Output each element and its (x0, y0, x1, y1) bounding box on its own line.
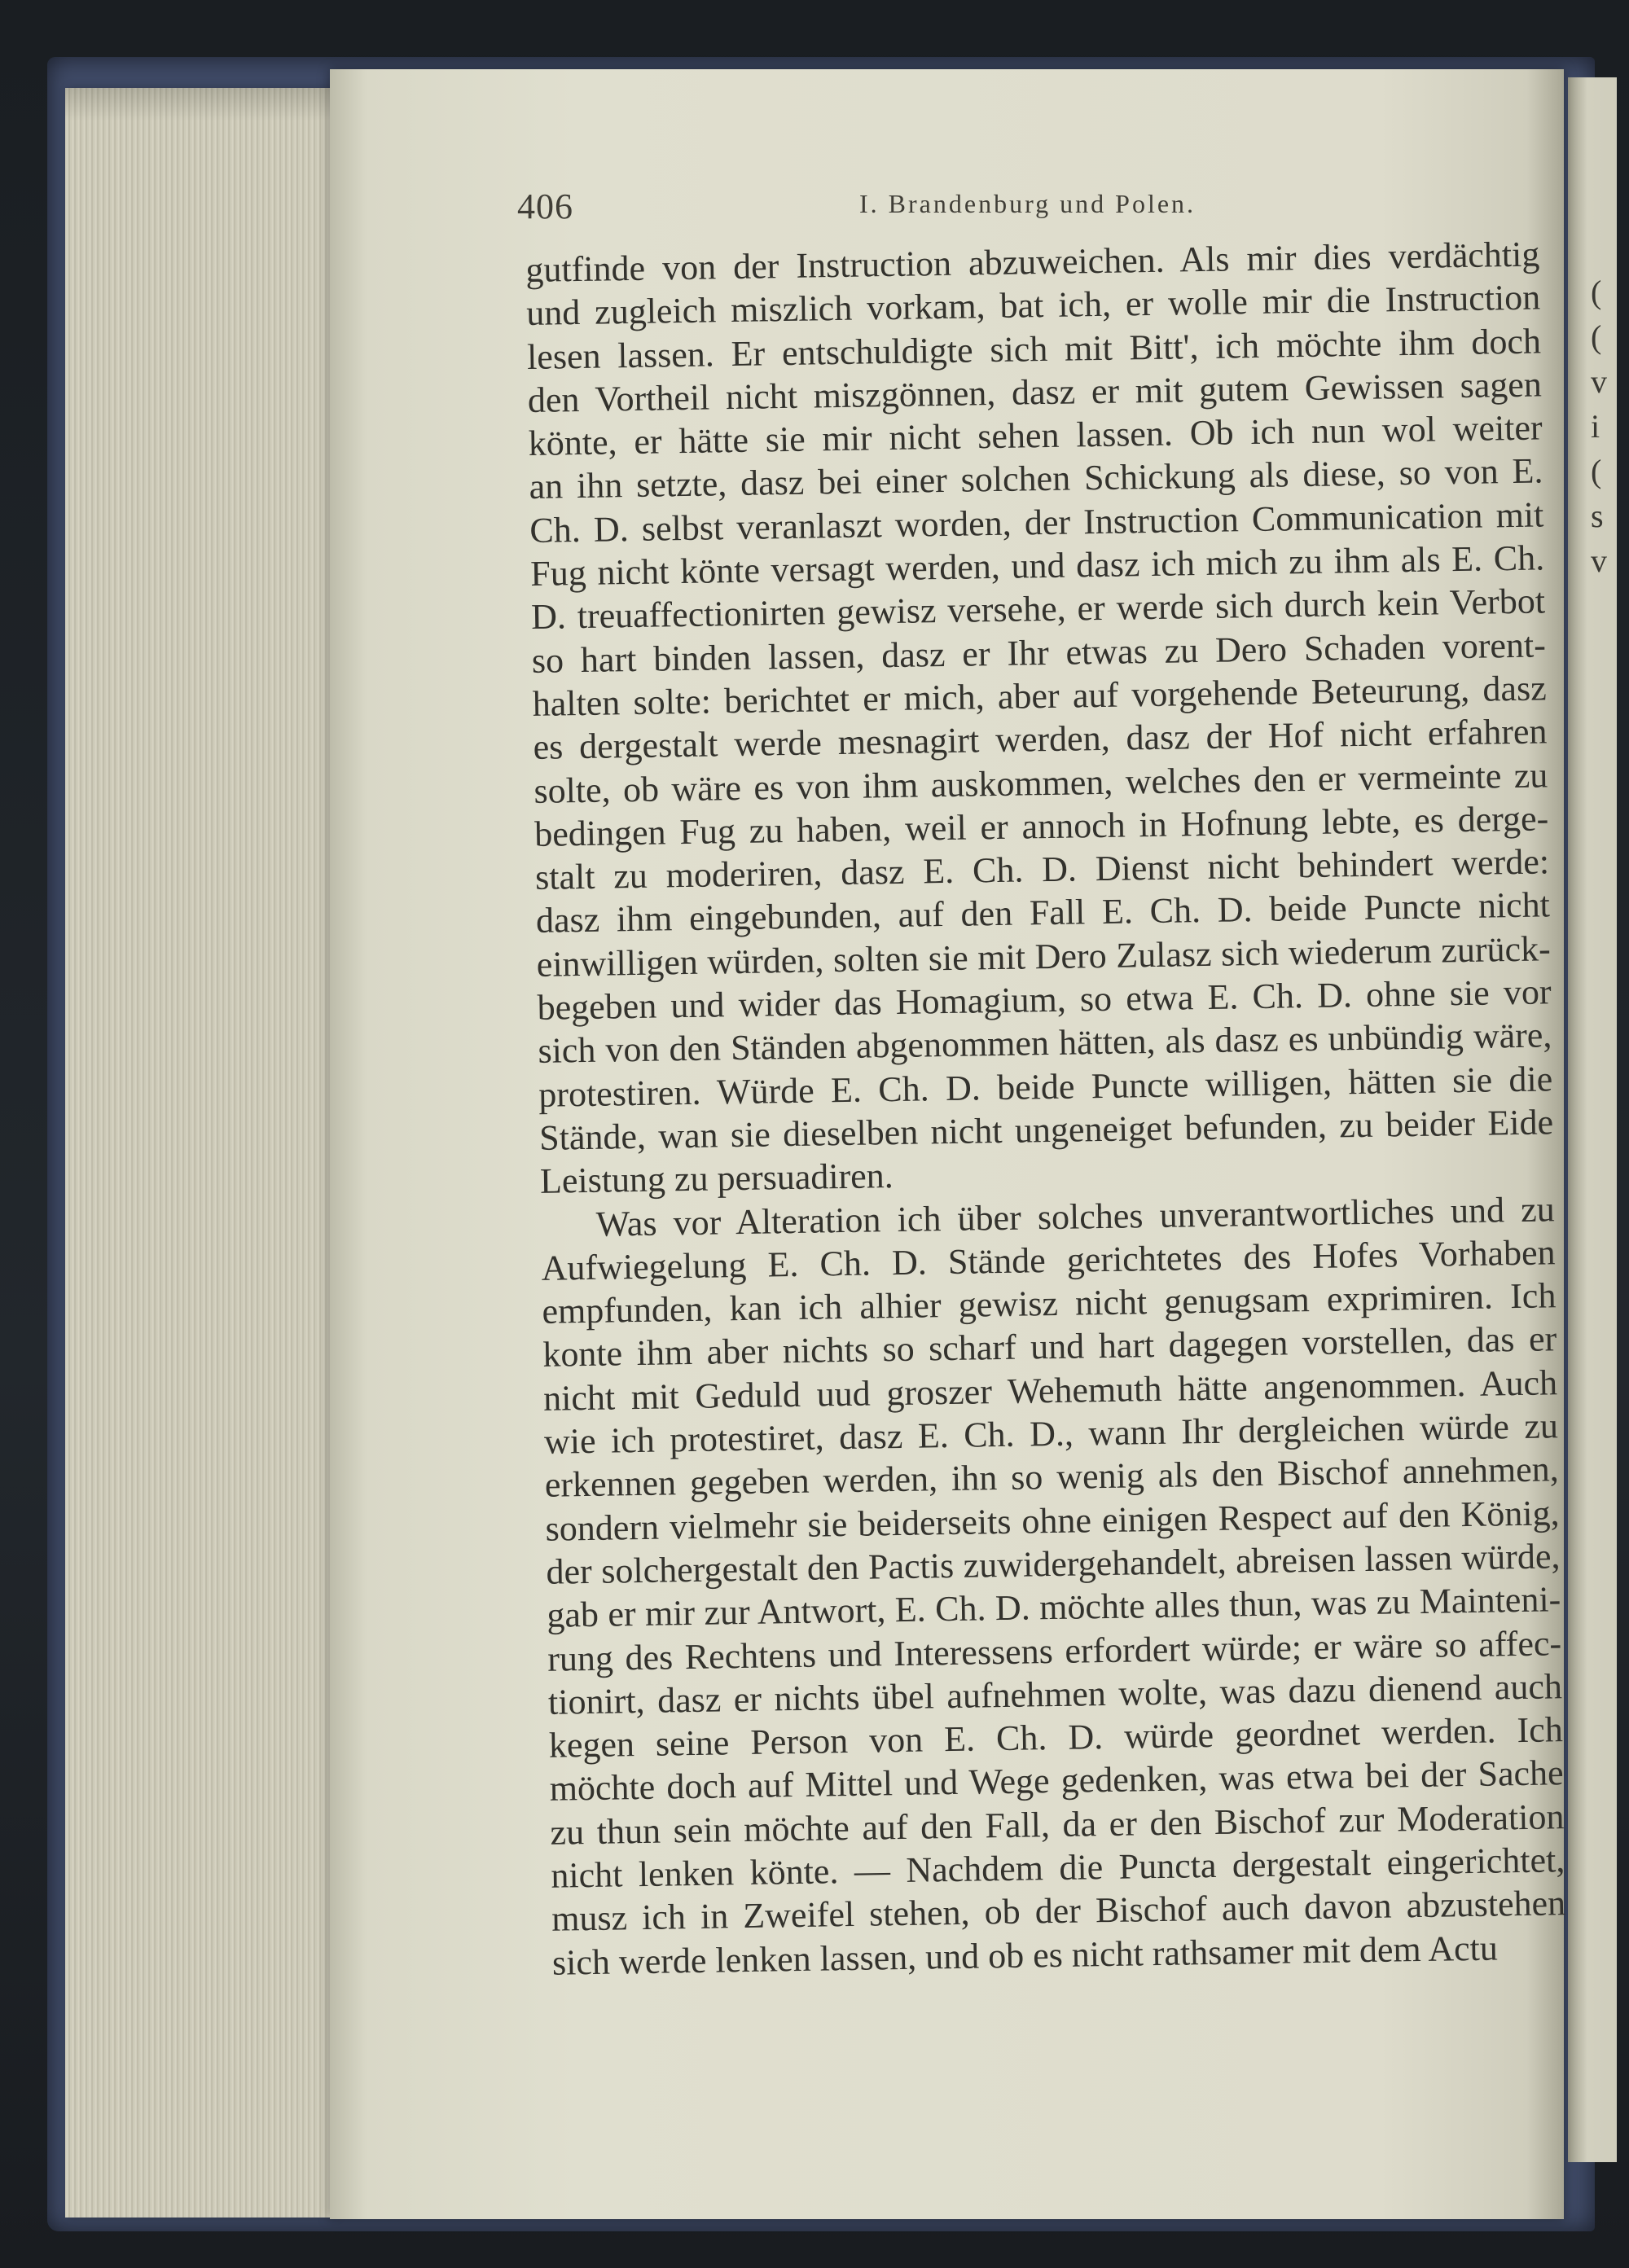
running-title: I. Brandenburg und Polen. (859, 189, 1197, 218)
facing-page-fragment: i (1591, 408, 1600, 445)
text-line: rung des Rechtens und Interessens erfordert würde; er wäre so affec- (547, 1622, 1562, 1679)
text-line: sondern vielmehr sie beiderseits ohne einigen Respect auf den König, (545, 1492, 1560, 1549)
text-line: gutfinde von der Instruction abzuweichen. Als mir dies verdächtig (525, 234, 1540, 290)
text-line: halten solte: berichtet er mich, aber auf vorgehende Beteurung, dasz (532, 668, 1548, 724)
text-line: musz ich in Zweifel stehen, ob der Bischof auch davon abzustehen (551, 1883, 1566, 1940)
text-line: nicht lenken könte. — Nachdem die Puncta dergestalt eingerichtet, (551, 1840, 1565, 1896)
body-text (525, 232, 1566, 1984)
text-line: D. treuaffectionirten gewisz versehe, er werde sich durch kein Verbot (530, 581, 1546, 638)
facing-page-fragment: ( (1591, 318, 1602, 355)
page-block-shadow (65, 88, 334, 121)
text-line: solte, ob wäre es von ihm auskommen, welches den er vermeinte zu (533, 754, 1548, 811)
text-line: Stände, wan sie dieselben nicht ungeneiget befunden, zu beider Eide (538, 1102, 1554, 1158)
text-line: begeben und wider das Homagium, so etwa E. Ch. D. ohne sie vor (537, 972, 1552, 1028)
page-number: 406 (517, 186, 573, 226)
text-line: der solchergestalt den Pactis zuwidergehandelt, abreisen lassen würde, (546, 1536, 1561, 1592)
paragraph (540, 1187, 1566, 1985)
text-line: kegen seine Person von E. Ch. D. würde geordnet werden. Ich (548, 1709, 1564, 1766)
text-line: Was vor Alteration ich über solches unverantwortliches und zu (595, 1188, 1556, 1244)
text-line: es dergestalt werde mesnagirt werden, dasz der Hof nicht erfahren (533, 711, 1548, 768)
paragraph (525, 232, 1554, 1203)
text-line: Fug nicht könte versagt werden, und dasz ich mich zu ihm als E. Ch. (529, 537, 1545, 594)
text-line: gab er mir zur Antwort, E. Ch. D. möchte alles thun, was zu Mainteni- (546, 1579, 1561, 1635)
text-line: sich von den Ständen abgenommen hätten, als dasz es unbündig wäre, (538, 1015, 1552, 1072)
text-line: Leistung zu persuadiren. (539, 1156, 894, 1202)
text-line: lesen lassen. Er entschuldigte sich mit Bitt', ich möchte ihm doch (526, 321, 1542, 377)
text-line: Ch. D. selbst veranlaszt worden, der Instruction Communication mit (529, 494, 1544, 551)
facing-page-edge (1568, 77, 1617, 2162)
text-line: nicht mit Geduld uud groszer Wehemuth hätte angenommen. Auch (542, 1362, 1558, 1419)
text-line: einwilligen würden, solten sie mit Dero Zulasz sich wiederum zurück- (536, 928, 1552, 985)
text-line: dasz ihm eingebunden, auf den Fall E. Ch. D. beide Puncte nicht (535, 884, 1551, 941)
text-line: wie ich protestiret, dasz E. Ch. D., wann Ihr dergleichen würde zu (543, 1406, 1559, 1462)
text-line: empfunden, kan ich alhier gewisz nicht genugsam exprimiren. Ich (542, 1275, 1557, 1331)
text-line: sich werde lenken lassen, und ob es nicht rathsamer mit dem Actu (551, 1928, 1499, 1983)
text-line: möchte doch auf Mittel und Wege gedenken, was etwa bei der Sache (549, 1753, 1564, 1810)
text-line: und zugleich miszlich vorkam, bat ich, er wolle mir die Instruction (525, 277, 1541, 334)
text-line: tionirt, dasz er nichts übel aufnehmen wolte, was dazu dienend auch (547, 1666, 1563, 1722)
text-line: protestiren. Würde E. Ch. D. beide Puncte willigen, hätten sie die (538, 1058, 1553, 1115)
facing-page-fragment: ( (1591, 453, 1602, 489)
text-line: an ihn setzte, dasz bei einer solchen Schickung als diese, so von E. (529, 450, 1543, 507)
text-line: Aufwiegelung E. Ch. D. Stände gerichtetes des Hofes Vorhaben (541, 1232, 1556, 1288)
facing-page-fragment: ( (1591, 274, 1602, 310)
text-line: könte, er hätte sie mir nicht sehen lassen. Ob ich nun wol weiter (528, 407, 1543, 464)
facing-page-fragment: s (1591, 498, 1604, 534)
facing-page-fragment: v (1591, 542, 1607, 579)
page-header (517, 186, 1495, 235)
page-block-edges (65, 88, 334, 2218)
text-line: so hart binden lassen, dasz er Ihr etwas zu Dero Schaden vorent- (531, 625, 1547, 681)
text-line: konte ihm aber nichts so scharf und hart dagegen vorstellen, das er (542, 1318, 1557, 1375)
text-line: zu thun sein möchte auf den Fall, da er den Bischof zur Moderation (550, 1796, 1565, 1853)
text-line: stalt zu moderiren, dasz E. Ch. D. Dienst nicht behindert werde: (534, 841, 1550, 898)
facing-page-fragment: v (1591, 363, 1607, 400)
text-line: bedingen Fug zu haben, weil er annoch in Hofnung lebte, es derge- (533, 798, 1549, 854)
text-line: den Vortheil nicht miszgönnen, dasz er mit gutem Gewissen sagen (527, 364, 1543, 420)
text-line: erkennen gegeben werden, ihn so wenig als den Bischof annehmen, (544, 1449, 1560, 1506)
